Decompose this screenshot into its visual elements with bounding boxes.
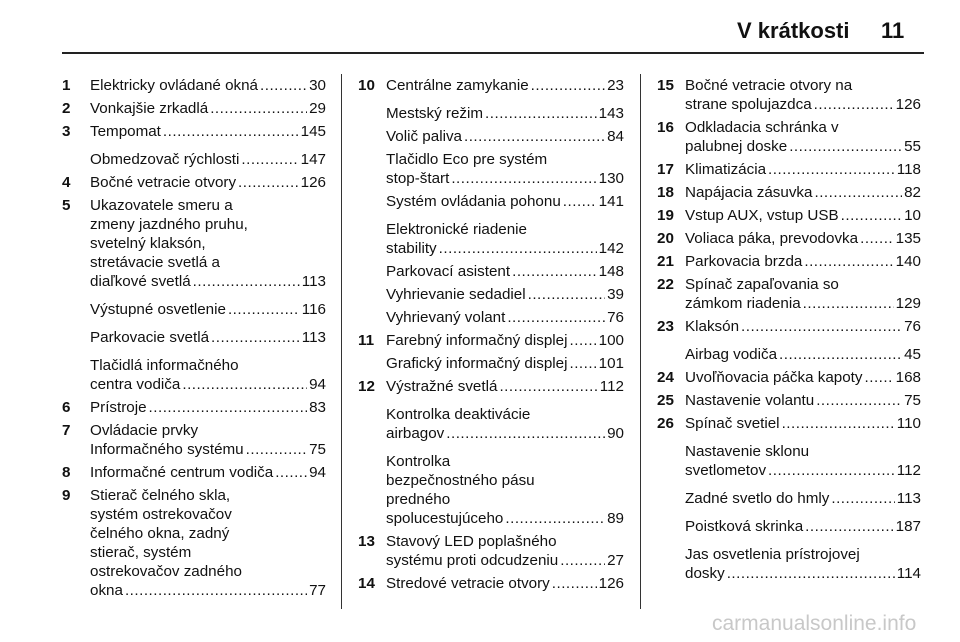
dot-leader	[193, 272, 300, 291]
page-reference: 84	[607, 128, 624, 145]
entry-label: Vyhrievaný volant	[386, 309, 506, 326]
entry-label: Farebný informačný displej	[386, 332, 568, 349]
page-reference: 130	[598, 170, 624, 187]
page-reference: 55	[904, 138, 921, 155]
page-reference: 148	[598, 263, 624, 280]
entry-label: stop-štart	[386, 170, 450, 187]
index-entry	[657, 76, 921, 114]
watermark: carmanualsonline.info	[712, 612, 917, 635]
index-entry	[358, 331, 624, 350]
entry-label: Elektronické riadenie	[386, 221, 527, 238]
index-entry	[358, 574, 624, 593]
page-reference: 140	[895, 253, 921, 270]
entry-number: 3	[62, 123, 71, 140]
dot-leader	[210, 99, 307, 118]
index-entry	[358, 405, 624, 443]
dot-leader	[446, 424, 605, 443]
dot-leader	[512, 262, 597, 281]
entry-label: Spínač zapaľovania so	[685, 276, 839, 293]
page-reference: 141	[598, 193, 624, 210]
page-reference: 90	[607, 425, 624, 442]
entry-label: diaľkové svetlá	[90, 273, 191, 290]
dot-leader	[464, 127, 605, 146]
entry-label: Informačné centrum vodiča	[90, 464, 274, 481]
entry-label: Klaksón	[685, 318, 740, 335]
index-entry	[657, 229, 921, 248]
page-reference: 101	[598, 355, 624, 372]
index-entry	[657, 545, 921, 583]
index-entry	[358, 532, 624, 570]
page-reference: 112	[599, 378, 624, 395]
entry-label: Nastavenie volantu	[685, 392, 815, 409]
entry-label: Volič paliva	[386, 128, 462, 145]
index-entry	[358, 354, 624, 373]
entry-number: 11	[358, 332, 375, 349]
dot-leader	[182, 375, 307, 394]
entry-label: Parkovacie svetlá	[90, 329, 210, 346]
entry-label: Parkovacia brzda	[685, 253, 803, 270]
index-entry	[358, 127, 624, 146]
index-entry	[657, 391, 921, 410]
dot-leader	[531, 76, 605, 95]
dot-leader	[507, 308, 605, 327]
entry-label: Nastavenie sklonu	[685, 443, 810, 460]
page-reference: 143	[598, 105, 624, 122]
entry-number: 10	[358, 77, 375, 94]
entry-label: Zadné svetlo do hmly	[685, 490, 830, 507]
entry-label: ostrekovačov zadného	[90, 563, 242, 580]
dot-leader	[552, 574, 597, 593]
dot-leader	[805, 517, 893, 536]
index-entry	[62, 356, 326, 394]
page-reference: 100	[598, 332, 624, 349]
index-entry	[62, 398, 326, 417]
page-number: 11	[881, 18, 905, 43]
page-reference: 126	[598, 575, 624, 592]
entry-number: 21	[657, 253, 674, 270]
entry-number: 20	[657, 230, 674, 247]
entry-number: 17	[657, 161, 674, 178]
page-reference: 10	[904, 207, 921, 224]
index-entry	[358, 104, 624, 123]
dot-leader	[499, 377, 597, 396]
entry-label: Airbag vodiča	[685, 346, 778, 363]
page-reference: 118	[896, 161, 921, 178]
entry-number: 12	[358, 378, 375, 395]
index-entry	[657, 345, 921, 364]
dot-leader	[814, 95, 894, 114]
entry-label: Systém ovládania pohonu	[386, 193, 561, 210]
index-entry	[358, 285, 624, 304]
dot-leader	[804, 252, 893, 271]
dot-leader	[125, 581, 307, 600]
entry-label: Ovládacie prvky	[90, 422, 199, 439]
page-reference: 39	[607, 286, 624, 303]
page-reference: 76	[607, 309, 624, 326]
dot-leader	[238, 173, 299, 192]
column-divider	[341, 74, 342, 609]
dot-leader	[528, 285, 606, 304]
section-title: V krátkosti	[737, 18, 850, 43]
dot-leader	[241, 150, 298, 169]
entry-label: Spínač svetiel	[685, 415, 780, 432]
entry-label: Obmedzovač rýchlosti	[90, 151, 240, 168]
entry-label: svetlometov	[685, 462, 767, 479]
entry-label: Prístroje	[90, 399, 147, 416]
entry-number: 6	[62, 399, 71, 416]
dot-leader	[563, 192, 597, 211]
entry-label: centra vodiča	[90, 376, 181, 393]
index-entry	[657, 183, 921, 202]
dot-leader	[260, 76, 307, 95]
page-reference: 77	[309, 582, 326, 599]
dot-leader	[485, 104, 597, 123]
column-divider	[640, 74, 641, 609]
page-reference: 145	[300, 123, 326, 140]
dot-leader	[246, 440, 307, 459]
page-reference: 112	[896, 462, 921, 479]
index-entry	[358, 308, 624, 327]
entry-label: airbagov	[386, 425, 445, 442]
entry-label: Tempomat	[90, 123, 161, 140]
page-reference: 114	[896, 565, 921, 582]
page-reference: 83	[309, 399, 326, 416]
dot-leader	[505, 509, 605, 528]
entry-label: Grafický informačný displej	[386, 355, 568, 372]
page-reference: 110	[896, 415, 921, 432]
entry-label: Klimatizácia	[685, 161, 767, 178]
entry-label: Kontrolka	[386, 453, 451, 470]
entry-label: Výstražné svetlá	[386, 378, 498, 395]
entry-number: 4	[62, 174, 71, 191]
entry-number: 7	[62, 422, 71, 439]
page-reference: 116	[301, 301, 326, 318]
entry-label: Mestský režim	[386, 105, 484, 122]
entry-label: Stavový LED poplašného	[386, 533, 557, 550]
index-entry	[657, 517, 921, 536]
page-reference: 113	[896, 490, 921, 507]
dot-leader	[727, 564, 895, 583]
page-reference: 94	[309, 464, 326, 481]
page-reference: 94	[309, 376, 326, 393]
entry-label: Elektricky ovládané okná	[90, 77, 258, 94]
entry-label: bezpečnostného pásu	[386, 472, 535, 489]
page-reference: 75	[904, 392, 921, 409]
entry-label: systému proti odcudzeniu	[386, 552, 559, 569]
entry-label: Bočné vetracie otvory na	[685, 77, 853, 94]
index-entry	[62, 328, 326, 347]
page-reference: 126	[300, 174, 326, 191]
index-entry	[657, 489, 921, 508]
entry-label: svetelný klaksón,	[90, 235, 206, 252]
entry-label: Stierač čelného skla,	[90, 487, 231, 504]
dot-leader	[860, 229, 894, 248]
entry-label: Poistková skrinka	[685, 518, 804, 535]
dot-leader	[779, 345, 902, 364]
page-reference: 29	[309, 100, 326, 117]
dot-leader	[841, 206, 902, 225]
entry-number: 9	[62, 487, 71, 504]
entry-label: Vyhrievanie sedadiel	[386, 286, 526, 303]
index-entry	[62, 122, 326, 141]
index-entry	[358, 192, 624, 211]
index-entry	[358, 452, 624, 528]
page-reference: 23	[607, 77, 624, 94]
index-column-3	[657, 76, 921, 587]
entry-label: Výstupné osvetlenie	[90, 301, 226, 318]
index-entry	[657, 317, 921, 336]
entry-number: 13	[358, 533, 375, 550]
index-column-1	[62, 76, 326, 604]
entry-label: systém ostrekovačov	[90, 506, 232, 523]
entry-label: Ukazovatele smeru a	[90, 197, 233, 214]
entry-number: 22	[657, 276, 674, 293]
page-reference: 76	[904, 318, 921, 335]
entry-label: stierač, systém	[90, 544, 192, 561]
dot-leader	[149, 398, 308, 417]
index-entry	[62, 150, 326, 169]
entry-label: Parkovací asistent	[386, 263, 511, 280]
index-column-2	[358, 76, 624, 597]
entry-label: Tlačidlá informačného	[90, 357, 239, 374]
dot-leader	[228, 300, 300, 319]
entry-label: Vstup AUX, vstup USB	[685, 207, 839, 224]
dot-leader	[569, 354, 596, 373]
index-entry	[62, 99, 326, 118]
page-reference: 135	[895, 230, 921, 247]
dot-leader	[803, 294, 894, 313]
page-reference: 113	[301, 273, 326, 290]
index-entry	[657, 442, 921, 480]
page-reference: 30	[309, 77, 326, 94]
dot-leader	[570, 331, 597, 350]
page-reference: 113	[301, 329, 326, 346]
entry-label: spolucestujúceho	[386, 510, 504, 527]
dot-leader	[865, 368, 894, 387]
page-reference: 45	[904, 346, 921, 363]
index-entry	[657, 160, 921, 179]
index-entry	[62, 173, 326, 192]
entry-label: zámkom riadenia	[685, 295, 801, 312]
dot-leader	[439, 239, 597, 258]
dot-leader	[741, 317, 902, 336]
page-reference: 129	[895, 295, 921, 312]
entry-label: Jas osvetlenia prístrojovej	[685, 546, 860, 563]
index-entry	[62, 486, 326, 600]
entry-number: 15	[657, 77, 674, 94]
index-entry	[62, 463, 326, 482]
index-entry	[358, 262, 624, 281]
index-entry	[657, 368, 921, 387]
dot-leader	[211, 328, 300, 347]
entry-label: Uvoľňovacia páčka kapoty	[685, 369, 863, 386]
entry-label: Centrálne zamykanie	[386, 77, 529, 94]
entry-number: 25	[657, 392, 674, 409]
entry-label: stability	[386, 240, 437, 257]
entry-number: 26	[657, 415, 674, 432]
page-reference: 75	[309, 441, 326, 458]
entry-number: 23	[657, 318, 674, 335]
entry-number: 14	[358, 575, 375, 592]
page-reference: 147	[300, 151, 326, 168]
entry-number: 1	[62, 77, 71, 94]
entry-label: okna	[90, 582, 123, 599]
index-entry	[358, 76, 624, 95]
index-entry	[358, 377, 624, 396]
index-entry	[657, 252, 921, 271]
index-entry	[657, 414, 921, 433]
index-entry	[358, 150, 624, 188]
entry-number: 2	[62, 100, 71, 117]
index-entry	[62, 196, 326, 291]
dot-leader	[816, 391, 902, 410]
entry-label: Voliaca páka, prevodovka	[685, 230, 859, 247]
entry-number: 16	[657, 119, 674, 136]
index-entry	[657, 275, 921, 313]
page-reference: 187	[895, 518, 921, 535]
dot-leader	[451, 169, 596, 188]
entry-label: dosky	[685, 565, 725, 582]
dot-leader	[782, 414, 895, 433]
index-entry	[657, 118, 921, 156]
entry-number: 18	[657, 184, 674, 201]
entry-number: 24	[657, 369, 674, 386]
entry-label: zmeny jazdného pruhu,	[90, 216, 248, 233]
header-rule	[62, 52, 924, 54]
dot-leader	[768, 160, 895, 179]
dot-leader	[275, 463, 307, 482]
dot-leader	[768, 461, 895, 480]
dot-leader	[814, 183, 902, 202]
dot-leader	[831, 489, 894, 508]
entry-label: čelného okna, zadný	[90, 525, 230, 542]
dot-leader	[163, 122, 299, 141]
index-entry	[657, 206, 921, 225]
entry-number: 19	[657, 207, 674, 224]
page-reference: 142	[598, 240, 624, 257]
entry-number: 8	[62, 464, 71, 481]
entry-label: Bočné vetracie otvory	[90, 174, 237, 191]
entry-label: predného	[386, 491, 451, 508]
entry-label: Vonkajšie zrkadlá	[90, 100, 209, 117]
page-reference: 126	[895, 96, 921, 113]
page-reference: 168	[895, 369, 921, 386]
page-reference: 89	[607, 510, 624, 527]
index-entry	[358, 220, 624, 258]
entry-label: stretávacie svetlá a	[90, 254, 220, 271]
index-entry	[62, 421, 326, 459]
entry-label: Napájacia zásuvka	[685, 184, 813, 201]
page-reference: 27	[607, 552, 624, 569]
index-entry	[62, 300, 326, 319]
dot-leader	[560, 551, 605, 570]
entry-label: Informačného systému	[90, 441, 244, 458]
dot-leader	[789, 137, 902, 156]
entry-label: palubnej doske	[685, 138, 788, 155]
page-reference: 82	[904, 184, 921, 201]
entry-label: Odkladacia schránka v	[685, 119, 839, 136]
entry-number: 5	[62, 197, 71, 214]
entry-label: Tlačidlo Eco pre systém	[386, 151, 548, 168]
entry-label: Kontrolka deaktivácie	[386, 406, 531, 423]
index-entry	[62, 76, 326, 95]
entry-label: Stredové vetracie otvory	[386, 575, 550, 592]
entry-label: strane spolujazdca	[685, 96, 812, 113]
